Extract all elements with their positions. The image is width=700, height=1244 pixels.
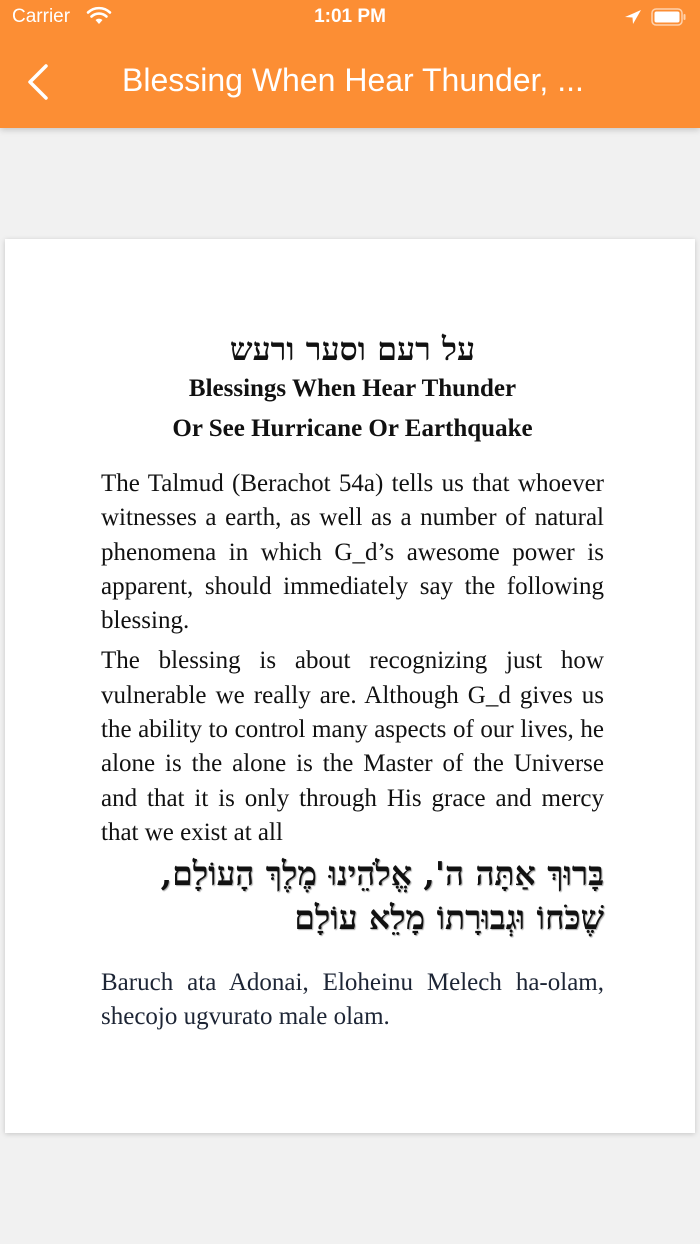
hebrew-blessing-line2: שֶׁכֹּחוֹ וּגְבוּרָתוֹ מָלֵא עוֹלָם (294, 898, 604, 938)
english-title-line2: Or See Hurricane Or Earthquake (172, 415, 533, 442)
page-title: Blessing When Hear Thunder, ... (122, 62, 584, 98)
article-content (101, 329, 604, 1034)
hebrew-blessing-line1: בָּרוּךְ אַתָּה ה', אֱלֹהֵינוּ מֶלֶךְ הָעוֹלָם, (160, 854, 604, 894)
hebrew-title: על רעם וסער ורעש (229, 330, 476, 368)
paragraph-intro: The Talmud (Berachot 54a) tells us that whoever witnesses a earth, as well as a number of natural phenomena in which G_d’s awesome power is apparent, should immediately say the following blessing. (101, 470, 604, 635)
battery-icon (651, 8, 687, 26)
status-time: 1:01 PM (314, 6, 386, 27)
carrier-label: Carrier (12, 6, 71, 27)
status-bar (0, 0, 700, 36)
top-bar (0, 0, 700, 128)
english-title-line1: Blessings When Hear Thunder (188, 375, 517, 402)
paragraph-explanation: The blessing is about recognizing just how vulnerable we really are. Although G_d gives us the ability to control many aspects of our lives, he alone is the alone is the Master of the Universe and that it is only through His grace and mercy that we exist at all (101, 647, 604, 846)
content-card (5, 239, 695, 1133)
chevron-left-icon[interactable] (18, 60, 58, 104)
transliteration: Baruch ata Adonai, Eloheinu Melech ha-olam, shecojo ugvurato male olam. (101, 969, 604, 1031)
location-arrow-icon (624, 9, 642, 25)
navigation-bar (0, 40, 700, 128)
